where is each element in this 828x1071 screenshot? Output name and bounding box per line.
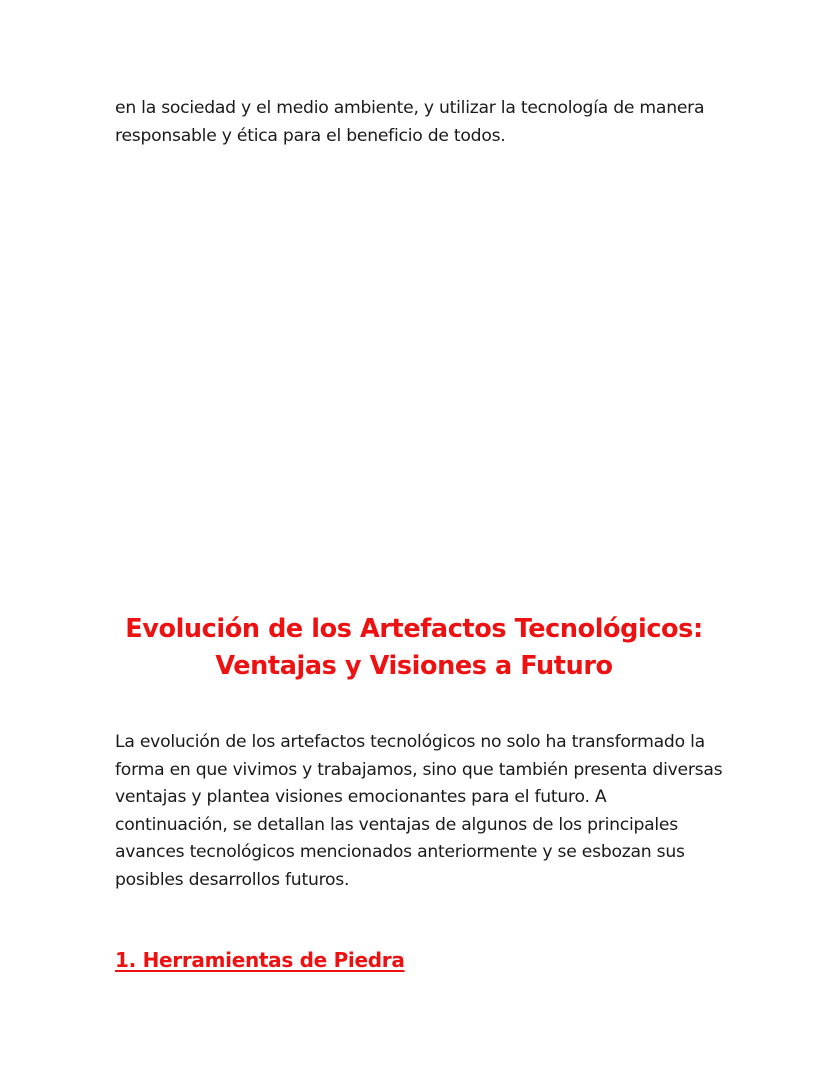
paragraph-line: La evolución de los artefactos tecnológicos no solo ha transformado la	[115, 732, 705, 752]
paragraph-line: avances tecnológicos mencionados anteriormente y se esbozan sus	[115, 842, 685, 862]
subheading-stone-tools: 1. Herramientas de Piedra	[115, 948, 405, 972]
continuation-paragraph	[115, 95, 725, 150]
paragraph-line: forma en que vivimos y trabajamos, sino que también presenta diversas	[115, 759, 723, 780]
section-title	[60, 611, 768, 685]
intro-paragraph	[115, 729, 725, 894]
paragraph-line: ventajas y plantea visiones emocionantes para el futuro. A	[115, 787, 607, 807]
title-line: Evolución de los Artefactos Tecnológicos:	[125, 614, 703, 644]
paragraph-line: continuación, se detallan las ventajas de algunos de los principales	[115, 814, 678, 835]
paragraph-line: en la sociedad y el medio ambiente, y utilizar la tecnología de manera	[115, 98, 705, 118]
paragraph-line: posibles desarrollos futuros.	[115, 869, 350, 890]
paragraph-line: responsable y ética para el beneficio de todos.	[115, 125, 506, 146]
title-line: Ventajas y Visiones a Futuro	[215, 651, 613, 681]
